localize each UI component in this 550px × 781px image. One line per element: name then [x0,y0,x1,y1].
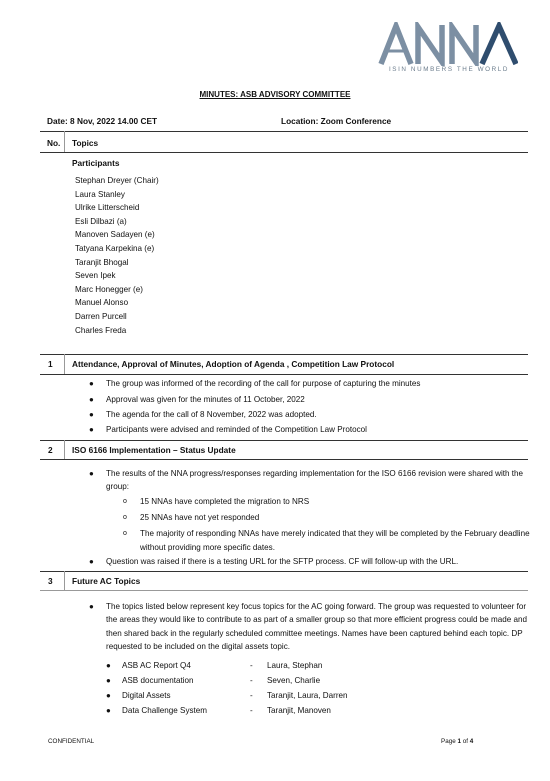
participant-name: Marc Honegger (e) [75,284,143,294]
sub-bullet-item: o 25 NNAs have not yet responded [123,513,260,522]
divider [40,131,528,132]
participant-name: Esli Dilbazi (a) [75,216,127,226]
assignment-topic: ● Digital Assets [106,691,171,700]
assignment-dash: - [250,706,253,715]
column-divider [64,354,65,374]
participant-name: Ulrike Litterscheid [75,203,140,213]
section-number: 2 [48,445,53,455]
confidential-label: CONFIDENTIAL [48,738,95,745]
divider [40,590,528,591]
participant-name: Stephan Dreyer (Chair) [75,176,159,185]
divider [40,152,528,153]
bullet-item: ● Participants were advised and reminded of the Competition Law Protocol [89,425,367,434]
anna-logo-mark [378,22,518,66]
sub-bullet-item: o 15 NNAs have completed the migration to NRS [123,497,310,506]
bullet-item: ● Question was raised if there is a testing URL for the SFTP process. CF will follow-up with the URL. [89,557,459,566]
meeting-date: Date: 8 Nov, 2022 14.00 CET [47,116,158,126]
participants-heading: Participants [72,158,120,168]
assignment-people: Laura, Stephan [267,661,323,670]
participant-name: Manuel Alonso [75,298,129,308]
column-header-no: No. [47,138,61,148]
document-title: MINUTES: ASB ADVISORY COMMITTEE [199,90,351,99]
assignment-topic: ● Data Challenge System [106,706,208,715]
assignment-topic: ● ASB AC Report Q4 [106,661,191,670]
assignment-topic: ● ASB documentation [106,676,194,685]
participant-name: Tatyana Karpekina (e) [75,243,155,253]
divider [40,459,528,460]
participant-name: Charles Freda [75,325,127,335]
meeting-location: Location: Zoom Conference [281,116,392,126]
bullet-item: ● The group was informed of the recording of the call for purpose of capturing the minutes [89,379,421,388]
section-title: ISO 6166 Implementation – Status Update [72,445,236,455]
section-number: 1 [48,359,53,369]
page-number: Page 1 of 4 [441,738,474,745]
section-title: Future AC Topics [72,576,141,586]
bullet-item: ● The results of the NNA progress/responses regarding implementation for the ISO 6166 revision were shared with the group: [89,469,524,491]
assignment-people: Taranjit, Manoven [267,706,331,715]
divider [40,440,528,441]
assignment-dash: - [250,691,253,700]
column-divider [64,440,65,459]
column-header-topics: Topics [72,138,99,148]
participant-name: Darren Purcell [75,311,127,321]
column-divider [64,131,65,152]
anna-logo [378,22,518,78]
participant-name: Seven Ipek [75,271,116,281]
assignment-dash: - [250,661,253,670]
participant-name: Manoven Sadayen (e) [75,230,155,240]
section-title: Attendance, Approval of Minutes, Adoption of Agenda , Competition Law Protocol [72,359,395,369]
logo-tagline: ISIN NUMBERS THE WORLD [388,66,510,73]
divider [40,571,528,572]
column-divider [64,571,65,590]
bullet-item: ● Approval was given for the minutes of 11 October, 2022 [89,395,305,404]
assignment-dash: - [250,676,253,685]
divider [40,374,528,375]
assignment-people: Seven, Charlie [267,676,321,685]
divider [40,354,528,355]
participant-name: Laura Stanley [75,189,125,199]
bullet-item: ● The topics listed below represent key focus topics for the AC going forward. The group was requested to volunteer for the areas they would like to contribute to as part of a smaller group so that more efficient progress could be made and then shared back in the regularly scheduled committee meetings. Names have been captured behind each topic. DP requested to be included on the digital assets topic. [89,602,527,651]
section-number: 3 [48,576,53,586]
bullet-item: ● The agenda for the call of 8 November, 2022 was adopted. [89,410,317,419]
sub-bullet-item: o The majority of responding NNAs have merely indicated that they will be completed by the February deadline without providing more specific dates. [123,529,530,552]
participant-name: Taranjit Bhogal [75,257,129,267]
participant-list [75,174,159,337]
assignment-people: Taranjit, Laura, Darren [267,691,348,700]
